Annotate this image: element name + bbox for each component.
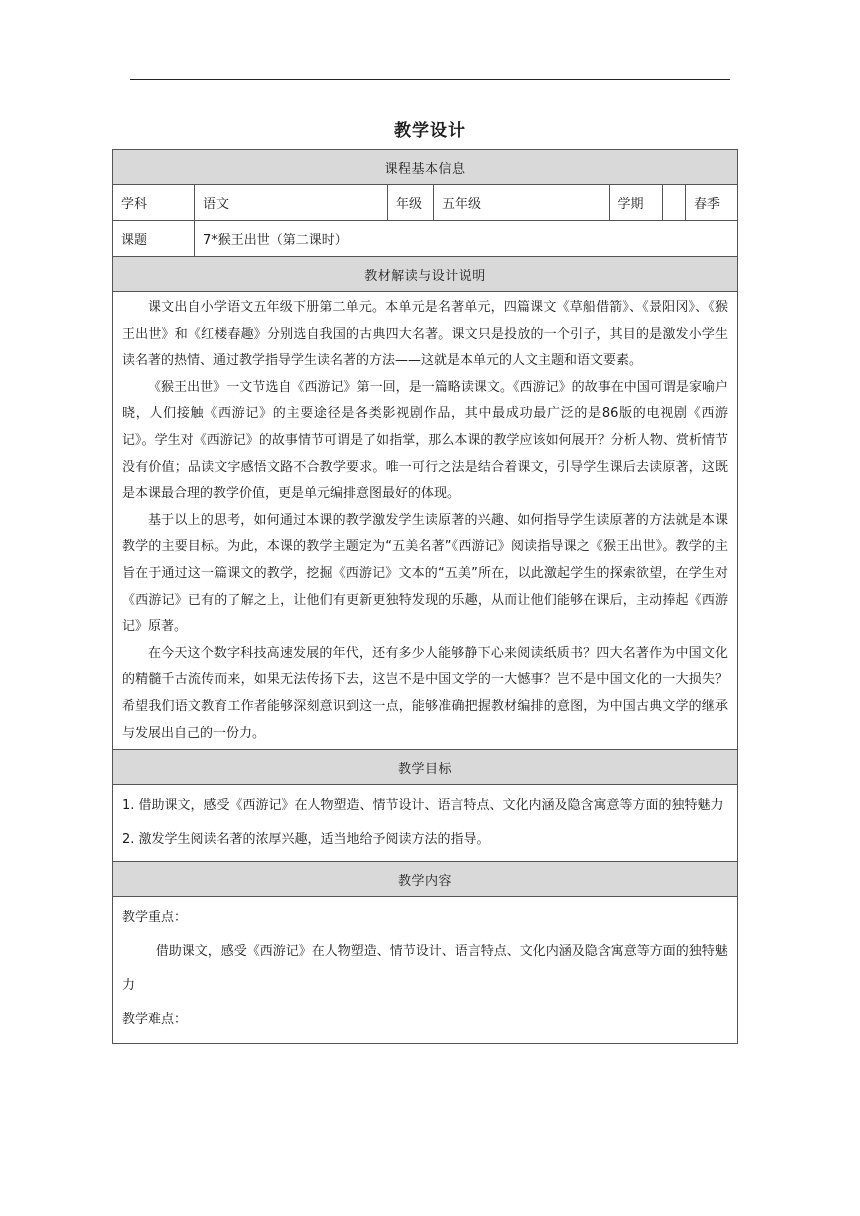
objectives-row: [113, 785, 738, 862]
subject-grade-term-row: [113, 185, 738, 221]
content-header-row: [113, 862, 738, 897]
grade-label: 年级: [388, 185, 434, 221]
term-label: 学期: [609, 185, 662, 220]
difficult-points-label: 教学难点：: [122, 1012, 188, 1028]
analysis-paragraph: 在今天这个数字科技高速发展的年代，还有多少人能够静下心来阅读纸质书？四大名著作为中国文化的精髓千古流传而来，如果无法传扬下去，这岂不是中国文学的一大憾事？岂不是中国文化的一大损失？希望我们语文教育工作者能够深刻意识到这一点，能够准确把握教材编排的意图，为中国古典文学的继承与发展出自己的一份力。: [122, 645, 729, 741]
analysis-header-row: [113, 257, 738, 292]
basic-info-header: 课程基本信息: [113, 150, 738, 185]
analysis-header: 教材解读与设计说明: [113, 257, 738, 292]
subject-value: 语文: [195, 185, 388, 221]
grade-value: 五年级: [434, 185, 609, 220]
analysis-paragraph: 课文出自小学语文五年级下册第二单元。本单元是名著单元，四篇课文《草船借箭》、《景阳冈》、《猴王出世》和《红楼春趣》分别选自我国的古典四大名著。课文只是投放的一个引子，其目的是激发小学生读名著的热情、通过教学指导学生读名著的方法——这就是本单元的人文主题和语文要素。: [122, 300, 729, 369]
document-title: 教学设计: [394, 121, 466, 141]
objectives-header-row: [113, 750, 738, 785]
topic-value: 7*猴王出世（第二课时）: [195, 221, 738, 257]
term-value: 春季: [686, 185, 738, 221]
objective-item: 1. 借助课文，感受《西游记》在人物塑造、情节设计、语言特点、文化内涵及隐含寓意等方面的独特魅力: [122, 798, 724, 814]
subject-label: 学科: [113, 185, 195, 221]
grade-term-cell: [434, 185, 686, 221]
content-row: [113, 897, 738, 1044]
analysis-paragraph: 基于以上的思考，如何通过本课的教学激发学生读原著的兴趣、如何指导学生读原著的方法就是本课教学的主要目标。为此，本课的教学主题定为“五美名著”《西游记》阅读指导课之《猴王出世》。教学的主旨在于通过这一篇课文的教学，挖掘《西游记》文本的“五美”所在，以此激起学生的探索欲望，在学生对《西游记》已有的了解之上，让他们有更新更独特发现的乐趣，从而让他们能够在课后，主动捧起《西游记》原著。: [122, 512, 729, 635]
header-rule: [130, 79, 730, 80]
objectives-header: 教学目标: [113, 750, 738, 785]
lesson-design-table: [112, 149, 738, 1044]
analysis-body: [113, 292, 738, 750]
basic-info-header-row: [113, 150, 738, 185]
key-points-label: 教学重点：: [122, 910, 188, 926]
analysis-row: [113, 292, 738, 750]
objectives-body: [113, 785, 738, 862]
key-points-text: 借助课文，感受《西游记》在人物塑造、情节设计、语言特点、文化内涵及隐含寓意等方面的独特魅力: [122, 944, 728, 994]
content-header: 教学内容: [113, 862, 738, 897]
content-body: [113, 897, 738, 1044]
topic-row: [113, 221, 738, 257]
topic-label: 课题: [113, 221, 195, 257]
objective-item: 2. 激发学生阅读名著的浓厚兴趣，适当地给予阅读方法的指导。: [122, 832, 490, 848]
analysis-paragraph: 《猴王出世》一文节选自《西游记》第一回，是一篇略读课文。《西游记》的故事在中国可谓是家喻户晓，人们接触《西游记》的主要途径是各类影视剧作品，其中最成功最广泛的是86版的电视剧《西游记》。学生对《西游记》的故事情节可谓是了如指掌，那么本课的教学应该如何展开？分析人物、赏析情节没有价值；品读文字感悟文路不合教学要求。唯一可行之法是结合着课文，引导学生课后去读原著，这既是本课最合理的教学价值，更是单元编排意图最好的体现。: [122, 379, 729, 502]
